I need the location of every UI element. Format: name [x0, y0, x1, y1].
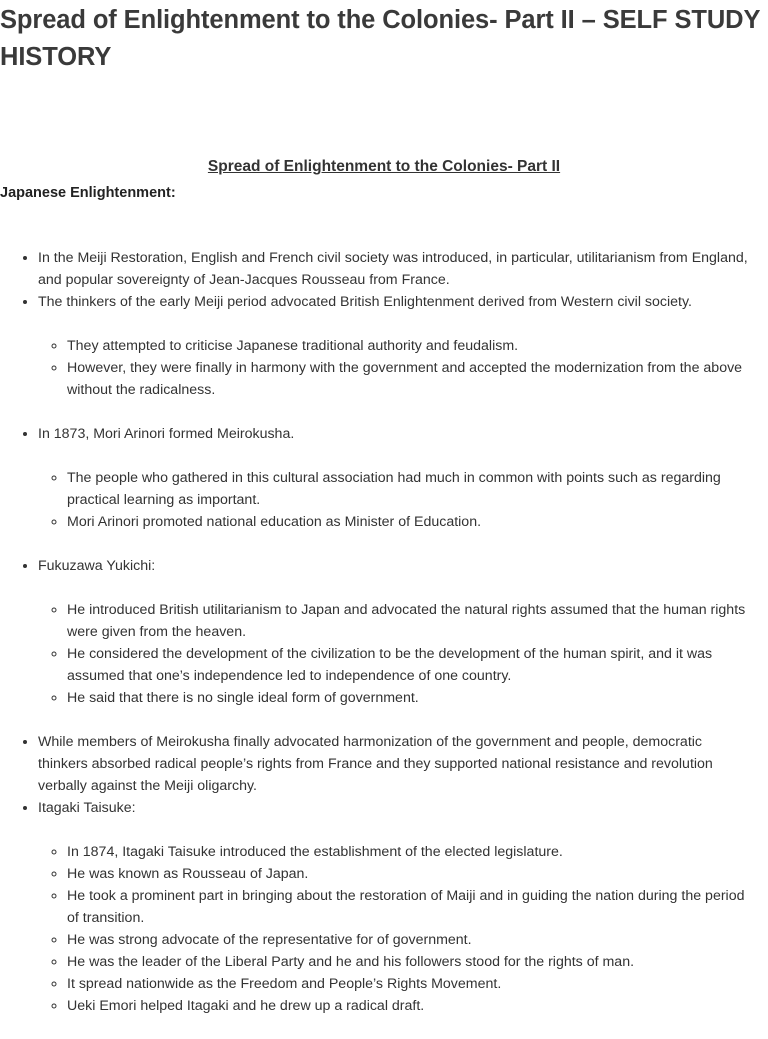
sub-list-item: ◦ The people who gathered in this cultural association had much in common with points such as regarding practical learning as important. [67, 467, 748, 511]
list-item: • In the Meiji Restoration, English and French civil society was introduced, in particular, utilitarianism from England, and popular sovereignty of Jean-Jacques Rousseau from France. [38, 247, 748, 291]
sub-list-item: ◦ He was known as Rousseau of Japan. [67, 863, 748, 885]
sub-list-item: ◦ It spread nationwide as the Freedom and People’s Rights Movement. [67, 973, 748, 995]
sub-list [38, 335, 748, 401]
sub-list-item: ◦ He took a prominent part in bringing about the restoration of Maiji and in guiding the nation during the period of transition. [67, 885, 748, 929]
sub-list-item: ◦ In 1874, Itagaki Taisuke introduced the establishment of the elected legislature. [67, 841, 748, 863]
sub-list [38, 841, 748, 1017]
list-item [38, 797, 748, 1017]
sub-list-item: ◦ Ueki Emori helped Itagaki and he drew up a radical draft. [67, 995, 748, 1017]
sub-list-item: ◦ Mori Arinori promoted national education as Minister of Education. [67, 511, 748, 533]
sub-list-item: ◦ He considered the development of the civilization to be the development of the human spirit, and it was assumed that one’s independence led to independence of one country. [67, 643, 748, 687]
sub-list-item: ◦ He said that there is no single ideal form of government. [67, 687, 748, 709]
section-heading: Japanese Enlightenment: [0, 185, 176, 201]
sub-list-item: ◦ However, they were finally in harmony with the government and accepted the modernization from the above without the radicalness. [67, 357, 748, 401]
list-item-text: The thinkers of the early Meiji period advocated British Enlightenment derived from Western civil society. [38, 294, 692, 310]
article-subtitle: Spread of Enlightenment to the Colonies- Part II [207, 158, 561, 175]
page-title: Spread of Enlightenment to the Colonies- Part II – SELF STUDY HISTORY [0, 6, 760, 71]
list-item [38, 291, 748, 401]
sub-list-item: ◦ They attempted to criticise Japanese traditional authority and feudalism. [67, 335, 748, 357]
list-item [38, 555, 748, 709]
list-item-text: Itagaki Taisuke: [38, 800, 136, 816]
list-item: • While members of Meirokusha finally advocated harmonization of the government and people, democratic thinkers absorbed radical people’s rights from France and they supported national resistance and revolution verbally against the Meiji oligarchy. [38, 731, 748, 797]
sub-list-item: ◦ He was the leader of the Liberal Party and he and his followers stood for the rights of man. [67, 951, 748, 973]
article-body [0, 247, 768, 1039]
bullet-list [0, 247, 768, 1017]
sub-list [38, 467, 748, 533]
list-item [38, 423, 748, 533]
list-item-text: Fukuzawa Yukichi: [38, 558, 156, 574]
sub-list [38, 599, 748, 709]
sub-list-item: ◦ He introduced British utilitarianism to Japan and advocated the natural rights assumed that the human rights were given from the heaven. [67, 599, 748, 643]
list-item-text: In 1873, Mori Arinori formed Meirokusha. [38, 426, 295, 442]
sub-list-item: ◦ He was strong advocate of the representative for of government. [67, 929, 748, 951]
